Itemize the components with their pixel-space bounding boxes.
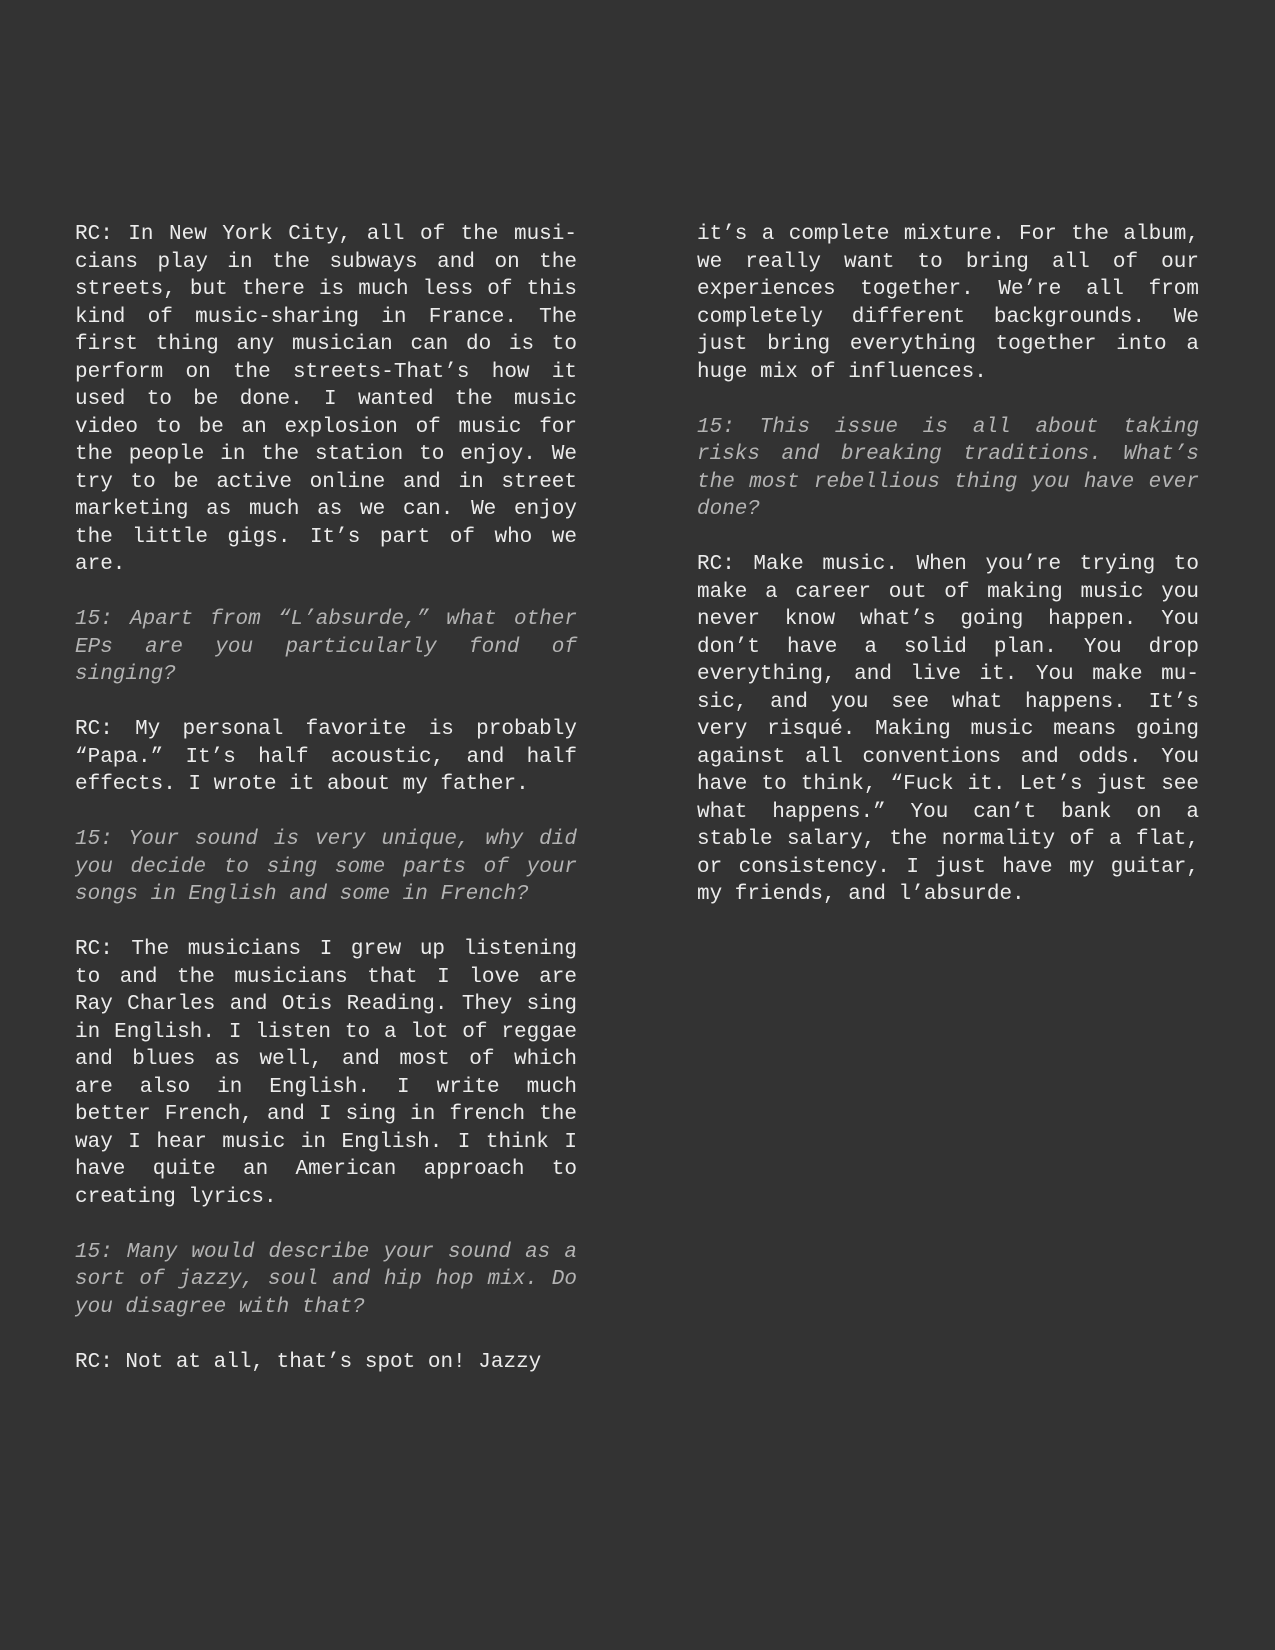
- right-column: [697, 221, 1199, 936]
- question-paragraph: 15: Your sound is very unique, why did you decide to sing some parts of your songs in English and some in French?: [75, 828, 577, 906]
- left-column: [75, 221, 577, 1404]
- question-paragraph: 15: Many would describe your sound as a sort of jazzy, soul and hip hop mix. Do you disagree with that?: [75, 1240, 577, 1319]
- answer-paragraph: RC: Not at all, that’s spot on! Jazzy: [75, 1350, 542, 1374]
- answer-paragraph: RC: In New York City, all of the musicians play in the subways and on the streets, but there is much less of this kind of music-sharing in France. The first thing any musician can do is to perform on the streets-That’s how it used to be done. I wanted the music video to be an explosion of music for the people in the station to enjoy. We try to be active online and in street marketing as much as we can. We enjoy the little gigs. It’s part of who we are.: [75, 223, 577, 576]
- answer-paragraph: RC: The musicians I grew up listening to and the musicians that I love are Ray Charles and Otis Reading. They sing in English. I listen to a lot of reggae and blues as well, and most of which are also in English. I write much better French, and I sing in french the way I hear music in English. I think I have quite an American approach to creating lyrics.: [75, 938, 577, 1209]
- question-paragraph: 15: Apart from “L’absurde,” what other EPs are you particularly fond of singing?: [75, 608, 577, 686]
- question-paragraph: 15: This issue is all about taking risks and breaking traditions. What’s the most rebellious thing you have ever done?: [697, 415, 1199, 521]
- answer-paragraph: RC: My personal favorite is probably “Papa.” It’s half acoustic, and half effects. I wrote it about my father.: [75, 718, 577, 796]
- answer-paragraph: it’s a complete mixture. For the album, we really want to bring all of our experiences together. We’re all from completely different backgrounds. We just bring everything together into a huge mix of influences.: [697, 223, 1199, 384]
- answer-paragraph: RC: Make music. When you’re trying to make a career out of making music you never know what’s going happen. You don’t have a solid plan. You drop everything, and live it. You make music, and you see what happens. It’s very risqué. Making music means going against all conventions and odds. You have to think, “Fuck it. Let’s just see what happens.” You can’t bank on a stable salary, the normality of a flat, or consistency. I just have my guitar, my friends, and l’absurde.: [697, 553, 1199, 906]
